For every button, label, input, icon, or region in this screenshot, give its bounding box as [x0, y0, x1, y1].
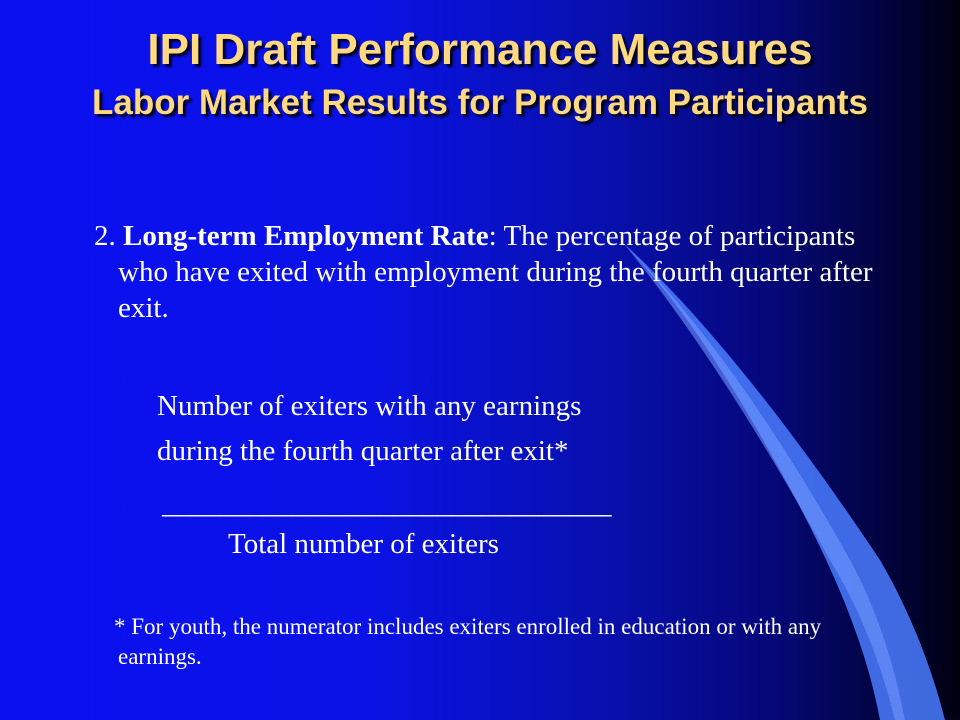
formula-fraction-bar: _______________________________ [162, 488, 612, 520]
measure-number: 2. [94, 220, 123, 252]
formula-denominator: Total number of exiters [228, 528, 499, 560]
measure-definition [94, 218, 878, 326]
measure-term: Long-term Employment Rate [123, 220, 489, 252]
measure-description: : The percentage of participants who have exited with employment during the fourth quarter after exit. [118, 220, 873, 324]
formula-numerator-line1: Number of exiters with any earnings [157, 390, 582, 422]
slide-subtitle: Labor Market Results for Program Participants [91, 83, 869, 122]
formula-numerator-line2: during the fourth quarter after exit* [157, 435, 569, 467]
footnote: * For youth, the numerator includes exiters enrolled in education or with any earnings. [114, 614, 822, 669]
slide-title: IPI Draft Performance Measures [147, 25, 813, 74]
